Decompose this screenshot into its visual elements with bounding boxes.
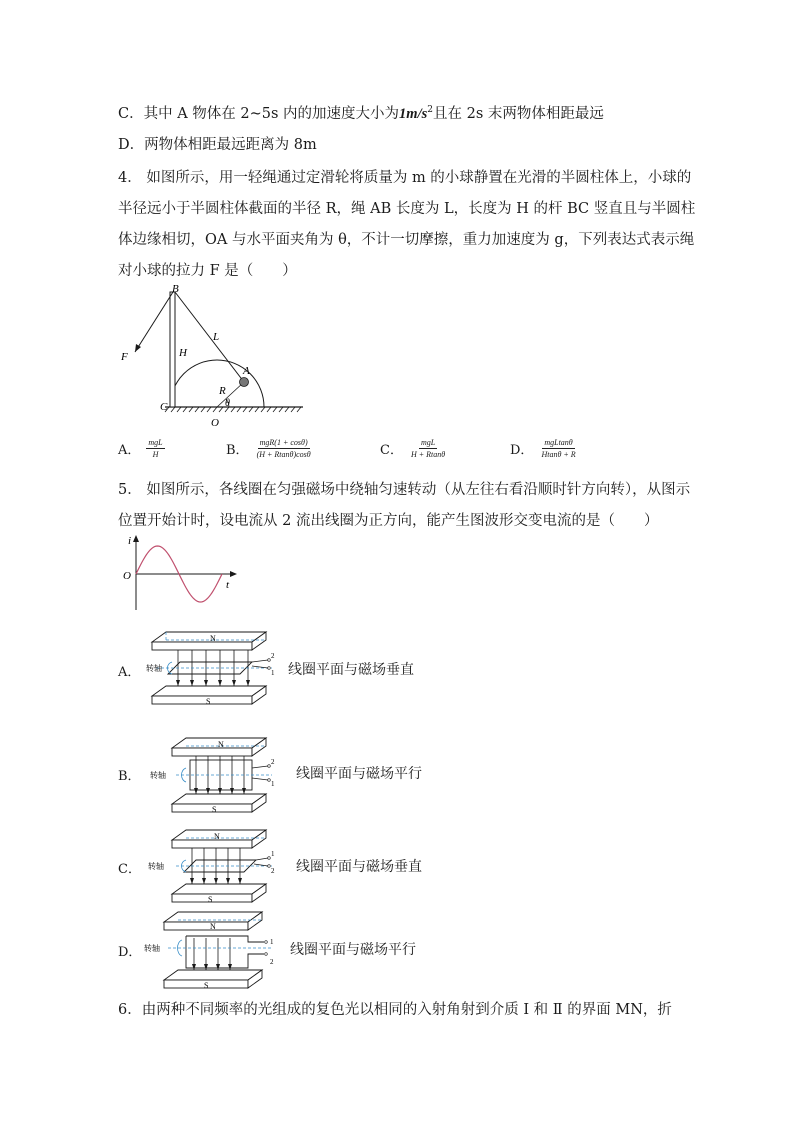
svg-text:N: N xyxy=(218,740,224,749)
svg-text:S: S xyxy=(212,805,217,814)
svg-text:N: N xyxy=(210,922,216,931)
q4-diagram xyxy=(115,282,315,430)
q4-option-c[interactable]: C． $\frac{\text{mgL}}{H + Rtan\theta}$ xyxy=(380,438,446,459)
label-theta: θ xyxy=(225,398,230,409)
svg-text:1: 1 xyxy=(271,780,275,788)
q5-line-1: 5． 如图所示，各线圈在匀强磁场中绕轴匀速转动（从左往右看沿顺时针方向转），从图示 xyxy=(118,482,691,498)
magnet-coil-diagram-b xyxy=(140,734,280,816)
svg-text:1: 1 xyxy=(271,669,275,677)
q4-line-2: 半径远小于半圆柱体截面的半径 R，绳 AB 长度为 L，长度为 H 的杆 BC 竖直且与半圆柱 xyxy=(118,201,696,217)
svg-text:S: S xyxy=(204,981,209,990)
q4-option-a[interactable]: A． $\frac{\text{mgL}}{H}$ xyxy=(118,438,163,459)
svg-text:N: N xyxy=(214,832,220,841)
label-c: C xyxy=(160,401,168,413)
svg-text:转轴: 转轴 xyxy=(144,944,160,953)
q6-line-1: 6．由两种不同频率的光组成的复色光以相同的入射角射到介质 Ⅰ 和 Ⅱ 的界面 MN，折 xyxy=(118,1002,672,1018)
label-f: F xyxy=(121,351,128,363)
q4-option-b[interactable]: B． $\frac{\text{mgR(1 + cosθ)}}{(H + Rtan\theta)\cos\theta}$ xyxy=(226,438,311,459)
label-l: L xyxy=(213,331,220,343)
option-d-text: D．两物体相距最远距离为 8m xyxy=(118,137,317,153)
caption-c: 线圈平面与磁场垂直 xyxy=(296,859,422,875)
q4-line-3: 体边缘相切，OA 与水平面夹角为 θ，不计一切摩擦，重力加速度为 g，下列表达式表示绳 xyxy=(118,232,695,248)
svg-text:2: 2 xyxy=(270,958,274,966)
svg-text:N: N xyxy=(210,634,216,643)
svg-text:2: 2 xyxy=(271,867,275,875)
magnet-coil-diagram-a xyxy=(140,628,280,710)
caption-a: 线圈平面与磁场垂直 xyxy=(288,662,414,678)
svg-text:1: 1 xyxy=(270,938,274,946)
caption-b: 线圈平面与磁场平行 xyxy=(296,766,422,782)
svg-text:1: 1 xyxy=(271,850,275,858)
label-a: A xyxy=(243,365,250,377)
wave-label-t: t xyxy=(226,579,230,591)
label-o: O xyxy=(211,417,219,429)
magnet-coil-diagram-d xyxy=(140,908,280,992)
q5-line-2: 位置开始计时，设电流从 2 流出线圈为正方向，能产生图波形交变电流的是（ ） xyxy=(118,513,659,529)
axis-label: 转轴 xyxy=(146,664,162,673)
wave-label-o: O xyxy=(123,570,131,582)
label-h: H xyxy=(179,347,187,359)
svg-text:S: S xyxy=(208,895,213,904)
q4-line-4: 对小球的拉力 F 是（ ） xyxy=(118,263,297,279)
option-c-text: C．其中 A 物体在 2~5s 内的加速度大小为$1m/s^2$且在 2s 末两物体相距最远 xyxy=(118,105,604,122)
label-r: R xyxy=(219,385,226,397)
sine-wave-graph xyxy=(118,532,242,612)
wave-label-i: i xyxy=(128,535,132,547)
svg-text:转轴: 转轴 xyxy=(150,771,166,780)
svg-text:S: S xyxy=(206,697,211,706)
label-b: B xyxy=(172,283,179,295)
magnet-coil-diagram-c xyxy=(140,826,280,908)
svg-text:2: 2 xyxy=(271,758,275,766)
svg-text:2: 2 xyxy=(271,652,275,660)
svg-text:转轴: 转轴 xyxy=(148,862,164,871)
q4-option-d[interactable]: D． $\frac{\text{mgLtanθ}}{Htan\theta + R}$ xyxy=(510,438,576,459)
caption-d: 线圈平面与磁场平行 xyxy=(290,942,416,958)
q4-line-1: 4． 如图所示，用一轻绳通过定滑轮将质量为 m 的小球静置在光滑的半圆柱体上，小球的 xyxy=(118,170,692,186)
